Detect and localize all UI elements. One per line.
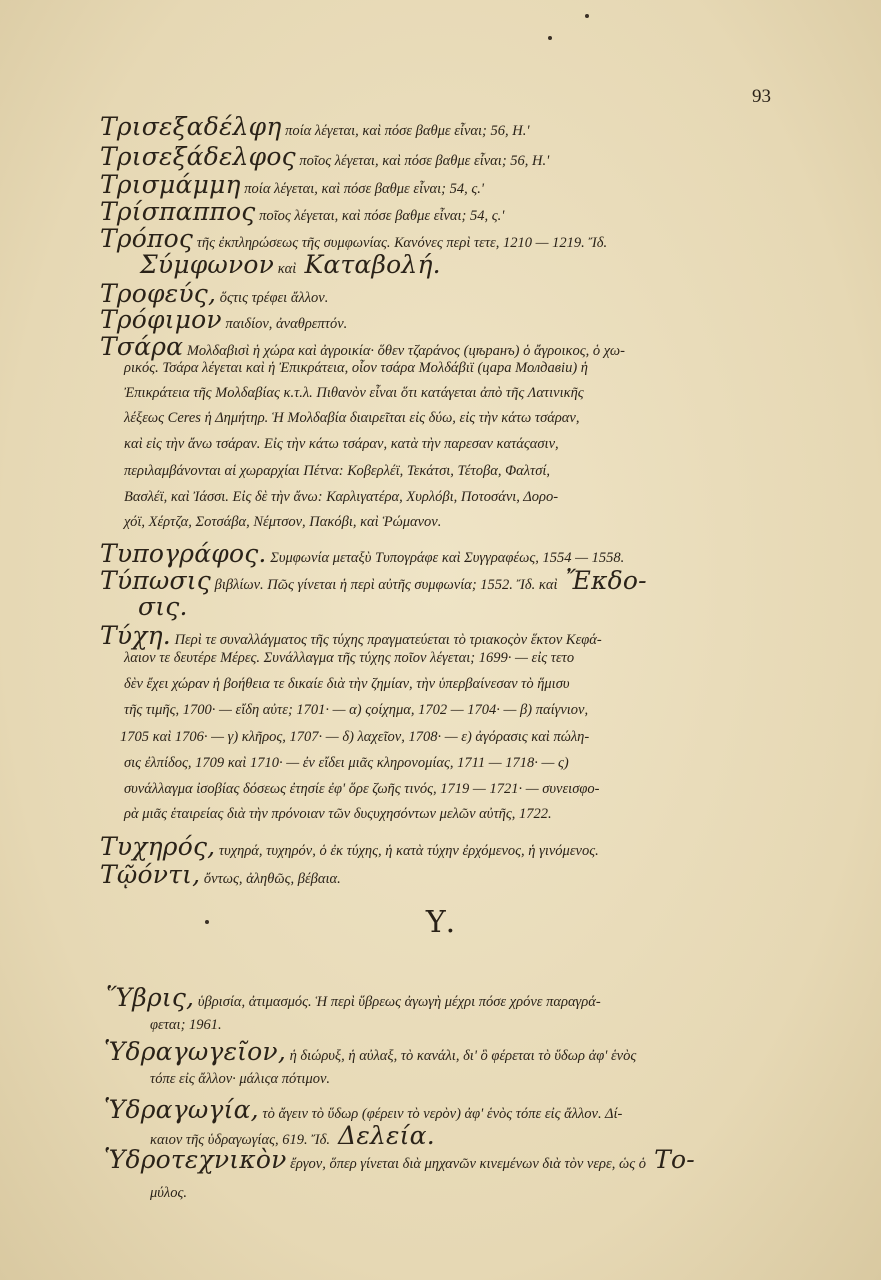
entry-text: Περὶ τε συναλλάγματος τῆς τύχης πραγματεύεται τὸ τριακοςὸν ἕκτον Κεφά- — [170, 632, 602, 648]
entry-text: ποῖος λέγεται, καὶ πόσε βαθμε εἶναι; 54, ς.' — [255, 208, 505, 224]
tau-continuation-line — [124, 781, 599, 798]
entry-text: Συμφωνία μεταξὺ Τυπογράφε καὶ Συγγραφέως, 1554 — 1558. — [266, 550, 625, 566]
entry-cross-reference: Ἔκδο- — [557, 566, 647, 595]
entry-headword: Ὕβρις, — [106, 983, 195, 1012]
entry-headword: Τρισεξάδελφος — [100, 142, 296, 171]
entry-cross-reference: Δελεία. — [329, 1121, 435, 1150]
entry-text: 1705 καὶ 1706· — γ) κλῆρος, 1707· — δ) λαχεῖον, 1708· — ε) ἀγόρασις καὶ πώλη- — [120, 729, 590, 745]
entry-text: μύλος. — [150, 1185, 187, 1201]
tau-entry — [100, 142, 549, 171]
tau-entry — [100, 539, 624, 568]
tau-entry — [100, 832, 599, 861]
entry-text: ἡ διώρυξ, ἡ αὐλαξ, τὸ κανάλι, δι' ὃ φέρεται τὸ ὕδωρ ἀφ' ἑνὸς — [285, 1048, 637, 1064]
entry-text: βιβλίων. Πῶς γίνεται ἡ περὶ αὐτῆς συμφωνία; 1552. Ἴδ. καὶ — [210, 577, 558, 593]
entry-headword: Τύπωσις — [100, 566, 211, 595]
entry-headword: Σύμφωνον — [140, 250, 275, 279]
tau-entry — [100, 860, 341, 889]
tau-entry — [100, 305, 347, 334]
entry-text: δὲν ἔχει χώραν ἡ βοήθεια τε δικαίε διὰ τὴν ζημίαν, τὴν ὑπερβαίνεσαν τὸ ἥμισυ — [124, 676, 570, 692]
entry-text: ἔργον, ὅπερ γίνεται διὰ μηχανῶν κινεμένων διὰ τὸν νερε, ὡς ὁ — [286, 1156, 646, 1172]
entry-text: Βασλέϊ, καὶ Ἰάσσι. Εἰς δὲ τὴν ἄνω: Καρλιγατέρα, Χυρλόβι, Ποτοσάνι, Δορο- — [124, 489, 559, 505]
entry-headword: Τυχηρός, — [100, 832, 216, 861]
entry-headword: Ὑδροτεχνικὸν — [104, 1145, 287, 1174]
entry-text: ποία λέγεται, καὶ πόσε βαθμε εἶναι; 56, Η.' — [281, 123, 530, 139]
entry-text: καιον τῆς ὑδραγωγίας, 619. Ἴδ. — [150, 1132, 330, 1148]
entry-text: Μολδαβισὶ ἡ χώρα καὶ ἀγροικία· ὅθεν τζαράνος (цѣранъ) ὁ ἄγροικος, ὁ χω- — [183, 343, 625, 359]
tau-entry — [138, 592, 188, 621]
tau-continuation-line — [124, 463, 550, 480]
entry-headword: Ὑδραγωγεῖον, — [104, 1037, 286, 1066]
entry-text: καὶ εἰς τὴν ἄνω τσάραν. Εἰς τὴν κάτω τσάραν, κατὰ τὴν παρεσαν κατάςασιν, — [124, 436, 559, 452]
entry-text: ποῖος λέγεται, καὶ πόσε βαθμε εἶναι; 56, Η.' — [295, 153, 550, 169]
upsilon-continuation-line — [150, 1017, 222, 1034]
entry-text: τυχηρά, τυχηρόν, ὁ ἐκ τύχης, ἡ κατὰ τύχην ἐρχόμενος, ἡ γινόμενος. — [215, 843, 599, 859]
tau-continuation-line — [124, 360, 588, 377]
section-heading-upsilon: Υ. — [425, 905, 456, 940]
entry-text: ὅςτις τρέφει ἄλλον. — [216, 290, 329, 306]
upsilon-entry — [104, 1145, 695, 1174]
entry-headword: Τρόπος — [100, 224, 194, 253]
entry-text: ὄντως, ἀληθῶς, βέβαια. — [200, 871, 341, 887]
entry-headword: Τύχη. — [100, 621, 171, 650]
tau-continuation-line — [124, 489, 558, 506]
entry-headword: Τρισμάμμη — [100, 170, 241, 199]
entry-text: λέξεως Ceres ἡ Δημήτηρ. Ἡ Μολδαβία διαιρεῖται εἰς δύω, εἰς τὴν κάτω τσάραν, — [124, 410, 580, 426]
tau-continuation-line — [124, 755, 569, 772]
entry-headword: Τσάρα — [100, 332, 184, 361]
tau-entry — [100, 566, 647, 595]
tau-continuation-line — [124, 676, 570, 693]
entry-text: περιλαμβάνονται αἱ χωραρχίαι Πέτνα: Κοβερλέϊ, Τεκάτσι, Τέτοβα, Φαλτσί, — [124, 463, 551, 479]
entry-cross-reference: Το- — [645, 1145, 695, 1174]
tau-entry — [100, 279, 328, 308]
entry-headword: Τυπογράφος. — [100, 539, 267, 568]
entry-cross-reference: Καταβολή. — [296, 250, 441, 279]
tau-entry — [100, 170, 484, 199]
entry-text: Ἐπικράτεια τῆς Μολδαβίας κ.τ.λ. Πιθανὸν εἶναι ὅτι κατάγεται ἀπὸ τῆς Λατινικῆς — [124, 385, 584, 401]
entry-text: ρικός. Τσάρα λέγεται καὶ ἡ Ἐπικράτεια, οἷον τσάρα Μολδάβιϊ (цара Молдавіи) ἡ — [124, 360, 588, 376]
tau-continuation-line — [124, 436, 559, 453]
entry-text: τόπε εἰς ἄλλον· μάλιςα πότιμον. — [150, 1071, 331, 1087]
upsilon-entry — [104, 1037, 636, 1066]
entry-headword: Τῷόντι, — [100, 860, 201, 889]
tau-entry — [100, 224, 607, 253]
tau-continuation-line — [124, 385, 584, 402]
tau-continuation-line — [120, 729, 589, 746]
entry-headword: Ὑδραγωγία, — [104, 1095, 259, 1124]
tau-entry — [100, 197, 504, 226]
entry-text: τῆς ἐκπληρώσεως τῆς συμφωνίας. Κανόνες περὶ τετε, 1210 — 1219. Ἴδ. — [193, 235, 608, 251]
tau-entry — [100, 621, 602, 650]
upsilon-entry — [106, 983, 601, 1012]
entry-text: παιδίον, ἀναθρεπτόν. — [221, 316, 348, 332]
entry-text: συνάλλαγμα ἰσοβίας δόσεως ἐτησίε ἐφ' ὅρε ζωῆς τινός, 1719 — 1721· — συνεισφο- — [124, 781, 600, 797]
entry-text: λαιον τε δευτέρε Μέρες. Συνάλλαγμα τῆς τύχης ποῖον λέγεται; 1699· — εἰς τετο — [124, 650, 575, 666]
tau-continuation-line — [124, 514, 441, 531]
tau-entry — [100, 332, 625, 361]
upsilon-continuation-line — [150, 1185, 187, 1202]
tau-entry — [140, 250, 441, 279]
entry-text: ὑβρισία, ἀτιμασμός. Ἡ περὶ ὕβρεως ἀγωγὴ μέχρι πόσε χρόνε παραγρά- — [194, 994, 601, 1010]
tau-continuation-line — [124, 702, 588, 719]
entry-text: καὶ — [274, 261, 297, 277]
entry-text: ρὰ μιᾶς ἑταιρείας διὰ τὴν πρόνοιαν τῶν δυςυχησόντων μελῶν αὐτῆς, 1722. — [124, 806, 552, 822]
tau-continuation-line — [124, 410, 579, 427]
entry-headword: Τρισεξαδέλφη — [100, 112, 282, 141]
entry-text: χόϊ, Χέρτζα, Σοτσάβα, Νέμτσον, Πακόβι, καὶ Ῥώμανον. — [124, 514, 442, 530]
page-number: 93 — [752, 86, 771, 107]
upsilon-entry — [104, 1095, 622, 1124]
entry-headword: σις. — [138, 592, 188, 621]
entry-text: τὸ ἄγειν τὸ ὕδωρ (φέρειν τὸ νερὸν) ἀφ' ἑνὸς τόπε εἰς ἄλλον. Δί- — [258, 1106, 623, 1122]
entry-text: σις ἐλπίδος, 1709 καὶ 1710· — ἐν εἴδει μιᾶς κληρονομίας, 1711 — 1718· — ς) — [124, 755, 569, 771]
entry-text: τῆς τιμῆς, 1700· — εἴδη αὐτε; 1701· — α) ςοίχημα, 1702 — 1704· — β) παίγνιον, — [124, 702, 589, 718]
entry-headword: Τροφεύς, — [100, 279, 217, 308]
tau-continuation-line — [124, 650, 574, 667]
tau-entry — [100, 112, 529, 141]
entry-headword: Τρίσπαππος — [100, 197, 256, 226]
entry-text: φεται; 1961. — [150, 1017, 222, 1033]
tau-continuation-line — [124, 806, 552, 823]
entry-text: ποία λέγεται, καὶ πόσε βαθμε εἶναι; 54, ς.' — [240, 181, 484, 197]
upsilon-continuation-line — [150, 1071, 330, 1088]
entry-headword: Τρόφιμον — [100, 305, 222, 334]
